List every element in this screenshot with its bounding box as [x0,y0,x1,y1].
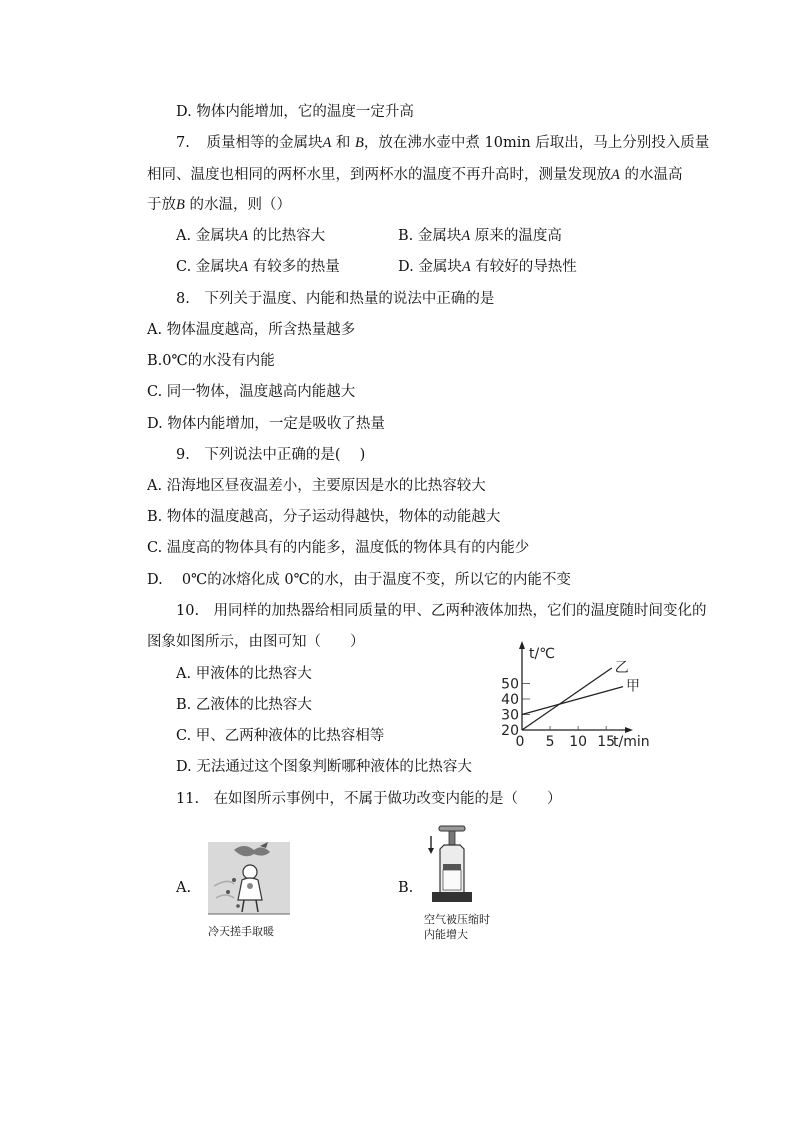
series-line-1 [522,687,623,715]
x-tick-label: 0 [515,734,525,750]
series-label-1: 甲 [626,678,640,695]
q7-text-and: 和 [331,135,356,151]
q7-line3-text-b: 的水温，则（） [184,197,291,213]
q10-option-a: A. 甲液体的比热容大 [176,666,312,682]
q7-symbol-b: B [355,135,364,151]
q9-option-b: B. 物体的温度越高，分子运动得越快，物体的动能越大 [147,509,501,525]
q8-option-a: A. 物体温度越高，所含热量越多 [147,322,356,338]
series-label-0: 乙 [614,660,629,676]
q7-optA-symbol: A [239,228,249,244]
temperature-time-chart [493,638,663,750]
q8-option-b: B.0℃的水没有内能 [147,353,275,369]
q7-optC-text-a: C. 金属块 [176,259,240,275]
q9-option-c: C. 温度高的物体具有的内能多，温度低的物体具有的内能少 [147,540,530,556]
q7-optB-symbol: A [461,228,471,244]
q9-option-a: A. 沿海地区昼夜温差小，主要原因是水的比热容较大 [147,478,486,494]
q9-stem: 9. 下列说法中正确的是( ) [176,447,366,463]
q7-optC-symbol: A [239,259,249,275]
q7-number: 7. [176,135,190,151]
q7-optD-symbol: A [461,259,471,275]
q7-line2-text: 相同、温度也相同的两杯水里，到两杯水的温度不再升高时，测量发现放 [147,167,611,183]
q11-stem: 11. 在如图所示事例中，不属于做功改变内能的是（ ） [176,791,562,807]
y-tick-label: 40 [501,692,519,708]
x-tick-label: 5 [545,734,555,750]
series-line-0 [522,668,612,730]
x-tick-label: 15 [597,734,616,750]
q7-stem-line3 [147,195,291,215]
q7-option-c [176,257,340,277]
q7-optD-text-b: 有较好的导热性 [470,259,577,275]
x-tick-label: 10 [569,734,588,750]
q7-line2-symbol-a: A [611,167,620,183]
figure-b-caption-line2: 内能增大 [424,928,468,941]
q7-text-b: ，放在沸水壶中煮 10min 后取出，马上分别投入质量 [363,135,710,151]
y-axis-arrow [519,641,525,649]
q6-option-d: D. 物体内能增加，它的温度一定升高 [176,104,414,120]
q7-line3-text-a: 于放 [147,197,176,213]
q7-line2-text-b: 的水温高 [619,167,683,183]
q7-text-a: 质量相等的金属块 [206,135,323,151]
y-tick-label: 20 [501,723,519,739]
q7-stem-line2 [147,165,682,185]
y-axis-label: t/℃ [529,646,555,662]
y-tick-label: 30 [501,707,519,724]
x-axis-label: t/min [613,734,650,750]
q10-option-b: B. 乙液体的比热容大 [176,697,312,713]
q11-option-a-label: A. [176,880,192,896]
q7-option-a [176,226,325,246]
rubbing-hands-figure [204,836,294,922]
q8-option-c: C. 同一物体，温度越高内能越大 [147,384,356,400]
q7-option-b [398,226,562,246]
q7-symbol-a: A [322,135,332,151]
q7-line3-symbol-b: B [176,197,185,213]
q8-stem: 8. 下列关于温度、内能和热量的说法中正确的是 [176,291,495,307]
piston-cylinder-figure [426,824,476,912]
q7-stem-line1 [176,133,709,153]
q7-option-d [398,257,577,277]
q10-option-d: D. 无法通过这个图象判断哪种液体的比热容大 [176,759,472,775]
q7-optD-text-a: D. 金属块 [398,259,462,275]
q10-stem-line2: 图象如图所示，由图可知（ ） [147,634,365,650]
figure-a-caption: 冷天搓手取暖 [208,925,274,938]
q11-option-b-label: B. [398,880,414,896]
q7-optA-text-b: 的比热容大 [248,228,326,244]
q9-option-d: D. 0℃的冰熔化成 0℃的水，由于温度不变，所以它的内能不变 [147,572,571,588]
q10-option-c: C. 甲、乙两种液体的比热容相等 [176,728,385,744]
q8-option-d: D. 物体内能增加，一定是吸收了热量 [147,416,385,432]
figure-b-caption-line1: 空气被压缩时 [424,913,490,926]
q7-optC-text-b: 有较多的热量 [248,259,340,275]
q7-optB-text-a: B. 金属块 [398,228,462,244]
y-tick-label: 50 [501,676,519,693]
q7-optA-text-a: A. 金属块 [176,228,240,244]
q10-stem-line1: 10. 用同样的加热器给相同质量的甲、乙两种液体加热，它们的温度随时间变化的 [176,603,707,619]
x-axis-arrow [625,727,633,733]
q7-optB-text-b: 原来的温度高 [470,228,562,244]
